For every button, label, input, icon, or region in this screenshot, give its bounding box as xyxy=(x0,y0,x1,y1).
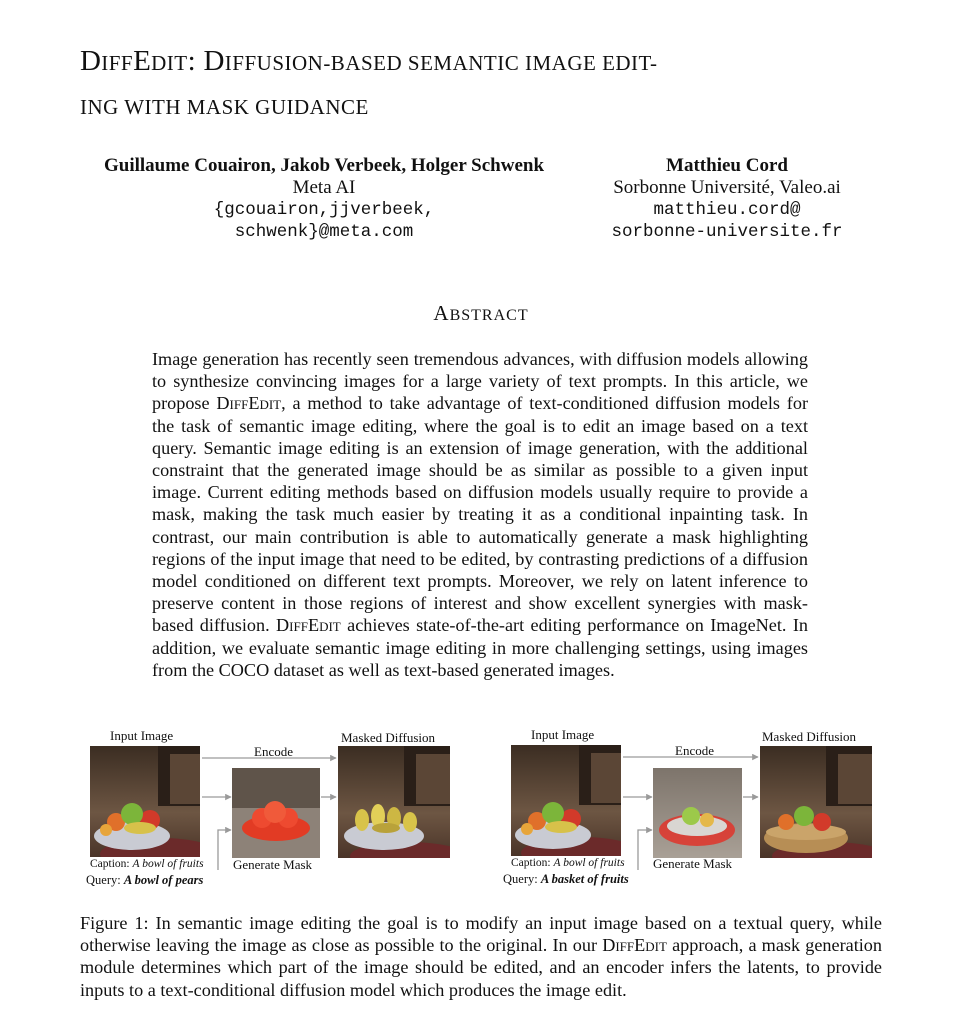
author-block-right xyxy=(582,155,872,243)
method-name: DiffEdit xyxy=(276,615,341,636)
masked-diffusion-output-image xyxy=(338,746,450,858)
input-image-label: Input Image xyxy=(531,727,595,742)
masked-diffusion-label: Masked Diffusion xyxy=(341,730,436,745)
figure-caption: Figure 1: In semantic image editing the goal is to modify an input image based on a textual query, while otherwise leaving the image as close as possible to the original. In our DiffEdit approach, a mask generation module determines which part of the image should be edited, and an encoder infers the latents, to provide inputs to a text-conditional diffusion model which produces the image edit. xyxy=(80,913,882,1000)
caption-line: Caption: A bowl of fruits xyxy=(511,857,625,869)
abstract-text: Image generation has recently seen tremendous advances, with diffusion models allowing to synthesize convincing images for a large variety of text prompts. In this article, we propose DiffEdit, a method to take advantage of text-conditioned diffusion models for the task of semantic image editing, where the goal is to edit an image based on a text query. Semantic image editing is an extension of image generation, with the additional constraint that the generated image should be as similar as possible to a given input image. Current editing methods based on diffusion models usually require to provide a mask, making the task much easier by treating it as a conditional inpainting task. In contrast, our main contribution is able to automatically generate a mask highlighting regions of the input image that need to be edited, by contrasting predictions of a diffusion model conditioned on different text prompts. Moreover, we rely on latent inference to preserve content in those regions of interest and show excellent synergies with mask-based diffusion. DiffEdit achieves state-of-the-art editing performance on ImageNet. In addition, we evaluate semantic image editing in more challenging settings, using images from the COCO dataset as well as text-based generated images. xyxy=(152,349,808,680)
masked-diffusion-output-image xyxy=(760,746,872,858)
figure-1 xyxy=(80,722,882,894)
input-image xyxy=(90,746,200,857)
author-email: sorbonne-universite.fr xyxy=(611,222,843,242)
title-line-2: ING WITH MASK GUIDANCE xyxy=(80,95,369,119)
author-names: Matthieu Cord xyxy=(666,155,788,176)
generated-mask-image xyxy=(232,768,320,858)
author-block-left xyxy=(80,155,568,243)
author-email: matthieu.cord@ xyxy=(653,200,801,220)
masked-diffusion-label: Masked Diffusion xyxy=(762,729,857,744)
generate-mask-label: Generate Mask xyxy=(653,856,733,871)
author-email: {gcouairon,jjverbeek, xyxy=(213,200,435,220)
query-line: Query: A basket of fruits xyxy=(503,872,629,886)
generated-mask-image xyxy=(653,768,742,858)
input-image-label: Input Image xyxy=(110,728,174,743)
method-name: DiffEdit xyxy=(216,393,282,414)
caption-line: Caption: A bowl of fruits xyxy=(90,858,204,870)
title-line-1: DIFFEDIT: DIFFUSION-BASED SEMANTIC IMAGE EDIT- xyxy=(80,45,658,77)
author-names: Guillaume Couairon, Jakob Verbeek, Holger Schwenk xyxy=(103,155,545,176)
method-name: DiffEdit xyxy=(602,935,667,956)
query-line: Query: A bowl of pears xyxy=(86,873,204,887)
figure-panel-left xyxy=(80,722,452,894)
encode-label: Encode xyxy=(254,744,293,759)
abstract-heading: ABSTRACT xyxy=(433,301,529,325)
encode-label: Encode xyxy=(675,743,714,758)
figure-panel-right xyxy=(500,722,882,894)
input-image xyxy=(511,745,621,856)
author-email: schwenk}@meta.com xyxy=(234,222,414,242)
generate-mask-label: Generate Mask xyxy=(233,857,313,872)
author-affiliation: Meta AI xyxy=(292,177,356,198)
author-affiliation: Sorbonne Université, Valeo.ai xyxy=(613,177,841,198)
paper-title xyxy=(80,40,900,128)
